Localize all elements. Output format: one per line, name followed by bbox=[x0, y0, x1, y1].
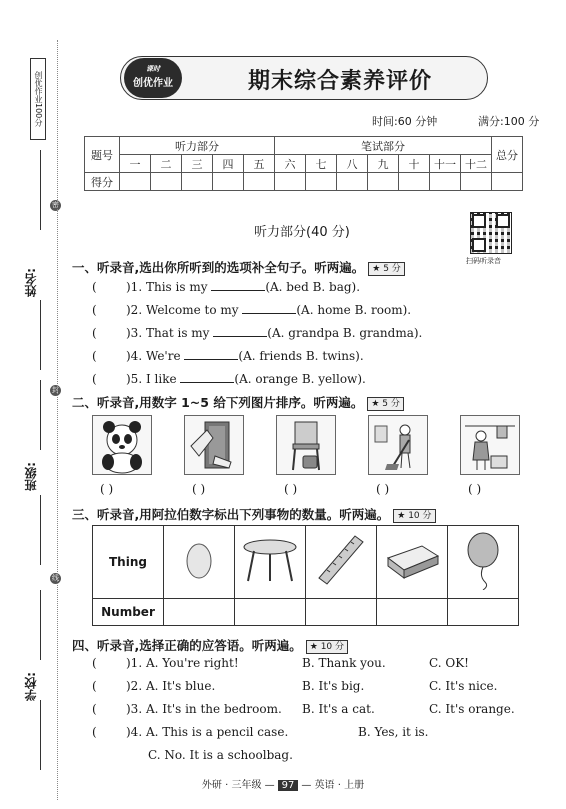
score-cell[interactable] bbox=[461, 173, 492, 191]
question-options: (A. grandpa B. grandma). bbox=[267, 326, 423, 340]
points-badge bbox=[368, 262, 405, 276]
answer-paren[interactable]: ( bbox=[92, 326, 97, 340]
score-cell[interactable] bbox=[275, 173, 306, 191]
number-cell[interactable] bbox=[164, 599, 235, 626]
group-listen: 听力部分 bbox=[120, 137, 275, 155]
score-cell[interactable] bbox=[430, 173, 461, 191]
class-label: 班级: bbox=[24, 462, 38, 491]
picture-sweeping bbox=[368, 415, 428, 475]
question-number: )1. bbox=[126, 656, 143, 670]
answer-paren[interactable]: ( bbox=[92, 349, 97, 363]
answer-blank[interactable] bbox=[184, 358, 238, 360]
seal-mark: 密 bbox=[52, 201, 59, 209]
row-label-score: 得分 bbox=[85, 173, 120, 191]
thing-balloon bbox=[448, 526, 519, 599]
answer-blank[interactable] bbox=[242, 312, 296, 314]
answer-paren[interactable]: ( ) bbox=[192, 482, 206, 496]
column-header: 十 bbox=[399, 155, 430, 173]
margin-line bbox=[40, 150, 41, 230]
section1-text: 一、听录音,选出你所听到的选项补全句子。听两遍。 bbox=[72, 260, 365, 275]
answer-paren[interactable]: ( ) bbox=[100, 482, 114, 496]
listening-heading: 听力部分(40 分) bbox=[254, 225, 350, 240]
score-cell[interactable] bbox=[368, 173, 399, 191]
cut-line bbox=[57, 40, 58, 800]
option-a: A. This is a pencil case. bbox=[145, 725, 289, 739]
margin-line bbox=[40, 380, 41, 450]
option-c: C. OK! bbox=[429, 656, 470, 670]
score-cell[interactable] bbox=[213, 173, 244, 191]
question-row bbox=[92, 326, 422, 340]
thing-ruler bbox=[306, 526, 377, 599]
star-icon: ★ bbox=[309, 641, 318, 652]
column-header: 十二 bbox=[461, 155, 492, 173]
picture-laundry bbox=[460, 415, 520, 475]
points: 10 分 bbox=[320, 641, 345, 652]
column-header: 五 bbox=[244, 155, 275, 173]
thing-egg bbox=[164, 526, 235, 599]
answer-paren[interactable]: ( bbox=[92, 656, 97, 670]
option-c: C. No. It is a schoolbag. bbox=[148, 748, 293, 762]
logo bbox=[124, 58, 182, 98]
question-text: We're bbox=[145, 349, 181, 363]
margin-line bbox=[40, 700, 41, 770]
question-row bbox=[92, 702, 532, 722]
answer-blank[interactable] bbox=[180, 381, 234, 383]
name-label: 姓名: bbox=[24, 268, 38, 297]
section2-text: 二、听录音,用数字 1~5 给下列图片排序。听两遍。 bbox=[72, 395, 364, 410]
points: 5 分 bbox=[382, 398, 400, 409]
row-label-number: 题号 bbox=[85, 137, 120, 173]
page-footer bbox=[0, 776, 566, 791]
total-score-cell[interactable] bbox=[492, 173, 523, 191]
page-title: 期末综合素养评价 bbox=[247, 69, 432, 94]
score-table bbox=[84, 136, 523, 191]
question-number: )4. bbox=[126, 349, 143, 363]
option-a: A. It's in the bedroom. bbox=[145, 702, 282, 716]
answer-paren[interactable]: ( ) bbox=[468, 482, 482, 496]
thing-table bbox=[92, 525, 519, 626]
footer-left: 外研 · 三年级 — bbox=[201, 780, 275, 791]
section3-title bbox=[72, 505, 436, 523]
page-number: 97 bbox=[278, 780, 299, 791]
option-a: A. You're right! bbox=[145, 656, 239, 670]
score-cell[interactable] bbox=[182, 173, 213, 191]
answer-paren[interactable]: ( bbox=[92, 372, 97, 386]
footer-right: — 英语 · 上册 bbox=[301, 780, 365, 791]
question-text: Welcome to my bbox=[145, 303, 239, 317]
option-b: B. It's a cat. bbox=[302, 702, 375, 716]
column-header: 一 bbox=[120, 155, 151, 173]
section4-title bbox=[72, 636, 348, 654]
column-header: 九 bbox=[368, 155, 399, 173]
question-row bbox=[92, 656, 532, 676]
margin-line bbox=[40, 300, 41, 370]
logo-small: 课时 bbox=[146, 65, 160, 73]
option-a: A. It's blue. bbox=[145, 679, 216, 693]
question-row bbox=[92, 280, 360, 294]
option-c: C. It's orange. bbox=[429, 702, 515, 716]
question-number: )4. bbox=[126, 725, 143, 739]
margin-line bbox=[40, 590, 41, 660]
thing-table-item bbox=[235, 526, 306, 599]
section4-text: 四、听录音,选择正确的应答语。听两遍。 bbox=[72, 638, 302, 653]
column-header: 四 bbox=[213, 155, 244, 173]
seal-mark: 封 bbox=[52, 386, 59, 394]
question-row bbox=[92, 679, 532, 699]
qr-caption: 扫码听录音 bbox=[466, 257, 501, 265]
option-b: B. It's big. bbox=[302, 679, 365, 693]
score-cell[interactable] bbox=[151, 173, 182, 191]
column-header: 二 bbox=[151, 155, 182, 173]
number-cell[interactable] bbox=[448, 599, 519, 626]
answer-paren[interactable]: ( bbox=[92, 679, 97, 693]
question-row bbox=[92, 372, 366, 386]
star-icon: ★ bbox=[371, 398, 380, 409]
points: 5 分 bbox=[383, 263, 401, 274]
number-cell[interactable] bbox=[377, 599, 448, 626]
score-cell[interactable] bbox=[399, 173, 430, 191]
question-row bbox=[92, 725, 532, 762]
margin-line bbox=[40, 495, 41, 565]
question-options: (A. bed B. bag). bbox=[265, 280, 361, 294]
question-options: (A. friends B. twins). bbox=[238, 349, 364, 363]
column-header: 六 bbox=[275, 155, 306, 173]
answer-blank[interactable] bbox=[213, 335, 267, 337]
star-icon: ★ bbox=[372, 263, 381, 274]
qr-code[interactable] bbox=[470, 212, 512, 254]
answer-paren[interactable]: ( bbox=[92, 725, 97, 739]
full-score: 满分:100 分 bbox=[478, 115, 540, 128]
question-row bbox=[92, 349, 364, 363]
score-cell[interactable] bbox=[244, 173, 275, 191]
column-header: 三 bbox=[182, 155, 213, 173]
section2-title bbox=[72, 393, 404, 411]
number-cell[interactable] bbox=[306, 599, 377, 626]
number-cell[interactable] bbox=[235, 599, 306, 626]
question-number: )3. bbox=[126, 702, 143, 716]
badge-100: 创优作业100分 bbox=[30, 58, 46, 140]
picture-door bbox=[184, 415, 244, 475]
option-b: B. Yes, it is. bbox=[358, 725, 429, 739]
total-header: 总分 bbox=[492, 137, 523, 173]
section1-title bbox=[72, 258, 405, 276]
star-icon: ★ bbox=[397, 510, 406, 521]
column-header: 七 bbox=[306, 155, 337, 173]
section3-text: 三、听录音,用阿拉伯数字标出下列事物的数量。听两遍。 bbox=[72, 507, 390, 522]
question-number: )3. bbox=[126, 326, 143, 340]
column-header: 十一 bbox=[430, 155, 461, 173]
question-number: )1. bbox=[126, 280, 143, 294]
question-row bbox=[92, 303, 411, 317]
question-text: This is my bbox=[145, 280, 208, 294]
answer-paren[interactable]: ( bbox=[92, 702, 97, 716]
exam-time: 时间:60 分钟 bbox=[372, 115, 438, 128]
points-badge bbox=[393, 509, 435, 523]
answer-paren[interactable]: ( bbox=[92, 303, 97, 317]
answer-paren[interactable]: ( ) bbox=[284, 482, 298, 496]
score-cell[interactable] bbox=[120, 173, 151, 191]
points: 10 分 bbox=[408, 510, 432, 521]
points-badge bbox=[367, 397, 404, 411]
thing-eraser bbox=[377, 526, 448, 599]
score-cell[interactable] bbox=[337, 173, 368, 191]
logo-text: 创优作业 bbox=[133, 78, 173, 89]
question-number: )5. bbox=[126, 372, 143, 386]
question-number: )2. bbox=[126, 679, 143, 693]
score-cell[interactable] bbox=[306, 173, 337, 191]
column-header: 八 bbox=[337, 155, 368, 173]
seal-mark: 线 bbox=[52, 574, 59, 582]
picture-chair bbox=[276, 415, 336, 475]
question-number: )2. bbox=[126, 303, 143, 317]
option-c: C. It's nice. bbox=[429, 679, 498, 693]
question-options: (A. orange B. yellow). bbox=[234, 372, 366, 386]
number-label: Number bbox=[93, 599, 164, 626]
answer-blank[interactable] bbox=[211, 289, 265, 291]
group-write: 笔试部分 bbox=[275, 137, 492, 155]
school-label: 学校: bbox=[24, 672, 38, 701]
answer-paren[interactable]: ( ) bbox=[376, 482, 390, 496]
question-text: That is my bbox=[145, 326, 210, 340]
question-text: I like bbox=[145, 372, 177, 386]
points-badge bbox=[306, 640, 348, 654]
thing-label: Thing bbox=[93, 526, 164, 599]
option-b: B. Thank you. bbox=[302, 656, 386, 670]
answer-paren[interactable]: ( bbox=[92, 280, 97, 294]
question-options: (A. home B. room). bbox=[296, 303, 412, 317]
picture-panda bbox=[92, 415, 152, 475]
